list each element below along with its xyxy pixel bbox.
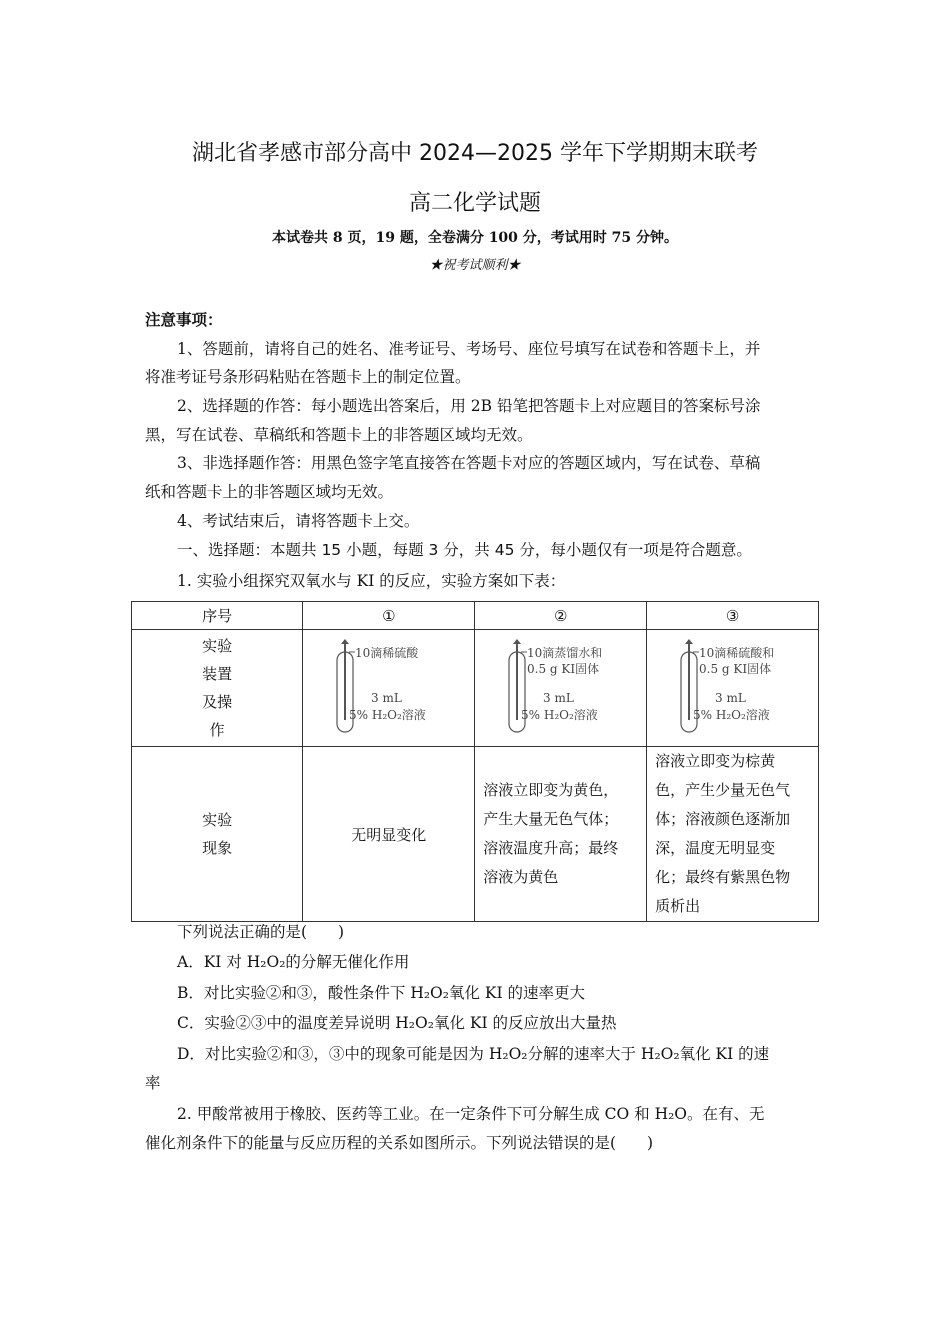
apparatus-3 <box>647 630 819 747</box>
section-1-description: 本题共 15 小题，每题 3 分，共 45 分，每小题仅有一项是符合题意。 <box>270 541 752 559</box>
question-2-line-2: 催化剂条件下的能量与反应历程的关系如图所示。下列说法错误的是( ) <box>145 1134 654 1152</box>
tube-3-solution: 5% H₂O₂溶液 <box>692 708 770 722</box>
test-tube-2-diagram <box>491 638 631 738</box>
tube-3-volume: 3 mL <box>714 691 746 705</box>
tube-2-volume: 3 mL <box>542 691 574 705</box>
test-tube-3-diagram <box>663 638 803 738</box>
observation-label: 实验 现象 <box>132 747 303 922</box>
tube-3-reagent-b: 0.5 g KI固体 <box>698 662 771 676</box>
note-2-line-1: 2、选择题的作答：每小题选出答案后，用 2B 铅笔把答题卡上对应题目的答案标号涂 <box>177 397 761 415</box>
test-tube-1-diagram <box>319 638 459 738</box>
apparatus-1 <box>303 630 475 747</box>
apparatus-row <box>132 630 819 747</box>
note-2-line-2: 黑，写在试卷、草稿纸和答题卡上的非答题区域均无效。 <box>145 426 533 444</box>
section-1-label: 一、选择题： <box>177 541 271 559</box>
observation-row <box>132 747 819 922</box>
exam-title: 湖北省孝感市部分高中 2024—2025 学年下学期期末联考 <box>192 141 758 166</box>
exam-info: 本试卷共 8 页，19 题，全卷满分 100 分，考试用时 75 分钟。 <box>271 230 679 246</box>
tube-2-reagent-b: 0.5 g KI固体 <box>526 662 599 676</box>
option-d-line-2: 率 <box>145 1074 161 1092</box>
tube-1-reagent: 10滴稀硫酸 <box>354 646 419 660</box>
header-index: 序号 <box>132 602 303 630</box>
notes-heading: 注意事项： <box>145 310 223 329</box>
tube-2-solution: 5% H₂O₂溶液 <box>520 708 598 722</box>
apparatus-2 <box>475 630 647 747</box>
observation-3: 溶液立即变为棕黄 色，产生少量无色气 体；溶液颜色逐渐加 深，温度无明显变 化；最终有紫黑色物 质析出 <box>647 747 819 922</box>
note-3-line-2: 纸和答题卡上的非答题区域均无效。 <box>145 483 394 501</box>
tube-2-reagent-a: 10滴蒸馏水和 <box>526 646 602 660</box>
exam-subtitle: 高二化学试题 <box>408 191 541 216</box>
apparatus-label: 实验 装置 及操 作 <box>132 630 303 747</box>
observation-1: 无明显变化 <box>303 747 475 922</box>
tube-1-solution: 5% H₂O₂溶液 <box>348 708 426 722</box>
tube-1-volume: 3 mL <box>370 691 402 705</box>
note-3-line-1: 3、非选择题作答：用黑色签字笔直接答在答题卡对应的答题区域内，写在试卷、草稿 <box>177 454 761 472</box>
question-1-prompt: 下列说法正确的是( ) <box>177 923 345 941</box>
option-b: B．对比实验②和③，酸性条件下 H₂O₂氧化 KI 的速率更大 <box>177 984 586 1002</box>
section-1-heading <box>177 540 752 560</box>
header-exp-3: ③ <box>647 602 819 630</box>
tube-3-reagent-a: 10滴稀硫酸和 <box>698 646 774 660</box>
observation-2: 溶液立即变为黄色， 产生大量无色气体； 溶液温度升高；最终 溶液为黄色 <box>475 747 647 922</box>
header-exp-1: ① <box>303 602 475 630</box>
header-exp-2: ② <box>475 602 647 630</box>
note-1-line-1: 1、答题前，请将自己的姓名、准考证号、考场号、座位号填写在试卷和答题卡上，并 <box>177 340 761 358</box>
note-4: 4、考试结束后，请将答题卡上交。 <box>177 512 420 530</box>
question-1-stem: 1. 实验小组探究双氧水与 KI 的反应，实验方案如下表： <box>177 572 566 590</box>
table-header-row <box>132 602 819 630</box>
option-a: A．KI 对 H₂O₂的分解无催化作用 <box>177 953 410 971</box>
experiment-table <box>131 601 819 922</box>
note-1-line-2: 将准考证号条形码粘贴在答题卡上的制定位置。 <box>145 368 471 386</box>
good-luck-line: ★祝考试顺利★ <box>429 258 521 273</box>
option-c: C．实验②③中的温度差异说明 H₂O₂氧化 KI 的反应放出大量热 <box>177 1014 617 1032</box>
option-d-line-1: D．对比实验②和③，③中的现象可能是因为 H₂O₂分解的速率大于 H₂O₂氧化 KI 的速 <box>177 1045 770 1063</box>
question-2-line-1: 2. 甲酸常被用于橡胶、医药等工业。在一定条件下可分解生成 CO 和 H₂O。在有、无 <box>177 1105 765 1123</box>
